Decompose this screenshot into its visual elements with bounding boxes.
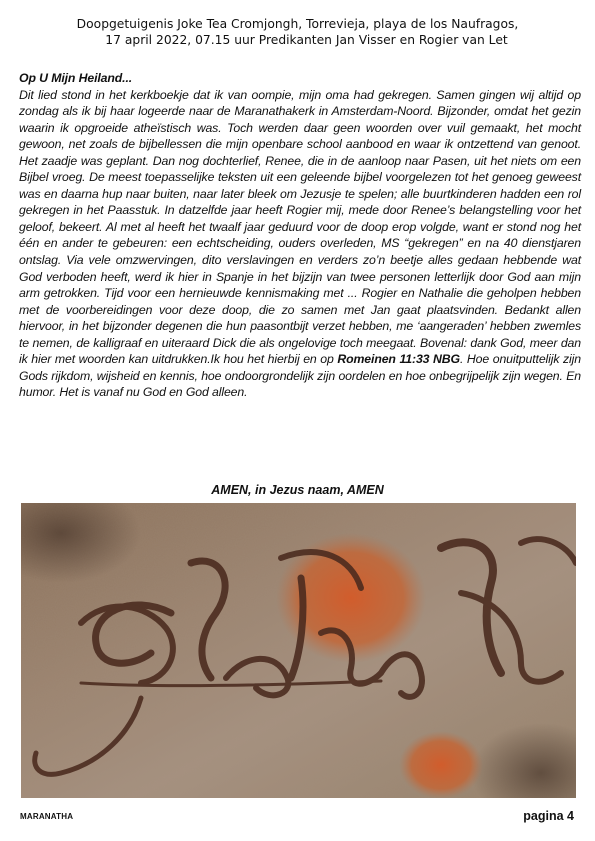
closing-line: AMEN, in Jezus naam, AMEN (211, 483, 384, 497)
header-line-1: Doopgetuigenis Joke Tea Cromjongh, Torrevieja, playa de los Naufragos, (76, 17, 519, 31)
footer-publication-name: MARANATHA (20, 812, 74, 821)
article-text-part-2: . Hoe onuitputtelijk zijn Gods rijkdom, wijsheid en kennis, hoe ondoorgrondelijk zijn oordelen en hoe onbegrijpelijk zijn wegen. En humor. Het is vanaf nu God en God alleen. (19, 352, 581, 400)
calligraphy-photo (21, 503, 576, 798)
article-body (19, 70, 581, 401)
bible-reference: Romeinen 11:33 NBG (337, 352, 460, 367)
header-line-2: 17 april 2022, 07.15 uur Predikanten Jan Visser en Rogier van Let (105, 33, 508, 47)
page-number: pagina 4 (523, 809, 574, 823)
article-title: Op U Mijn Heiland... (19, 71, 133, 85)
page-header (20, 16, 575, 48)
article-text-part-1: Dit lied stond in het kerkboekje dat ik van oompie, mijn oma had gekregen. Samen gingen wij altijd op zondag als ik bij haar logeerde naar de Maranathakerk in Amsterdam-Noord. Bijzonder, omdat het gezin waarin ik opgroeide atheïstisch was. Toch werden daar geen woorden over vuil gemaakt, het mocht gewoon, net zoals de bijbellessen die mijn openbare school aanbood en waar ik ontzettend van genoot. Het zaadje was geplant. Dan nog dochterlief, Renee, die in de aanloop naar Pasen, uit het niets om een Bijbel vroeg. De meest toepasselijke teksten uit een geleende bijbel voorgelezen tot het genoeg geweest was en daarna hup naar buiten, naar later bleek om Jezusje te spelen; alle buurtkinderen hadden een rol gekregen in het Paasstuk. In datzelfde jaar heeft Rogier mij, mede door Renee’s belangstelling voor het geloof, bekeert. Al met al heeft het twaalf jaar geduurd voor de doop erop volgde, want er stond nog het één en ander te gebeuren: een echtscheiding, ouders overleden, MS “gekregen” en na 40 dienstjaren ontslag. Via vele omzwervingen, dito verslavingen en verders zo’n beetje alles gedaan hebbende wat God verboden heeft, werd ik hier in Spanje in het bijzijn van twee personen letterlijk door God aan mijn arm getrokken. Tijd voor een hernieuwde kennismaking met ... Rogier en Nathalie die geholpen hebben met de voorbereidingen voor deze doop, die zo samen met Jan gaat plaatsvinden. Bedankt allen hiervoor, in het bijzonder degenen die hun paasontbijt verzet hebben, me ‘aangeraden’ hebben zwemles te nemen, de kalligraaf en uiteraard Dick die als ongelovige toch meegaat. Bovenal: dank God, meer dan ik hier met woorden kan uitdrukken.Ik hou het hierbij en op (19, 87, 581, 367)
